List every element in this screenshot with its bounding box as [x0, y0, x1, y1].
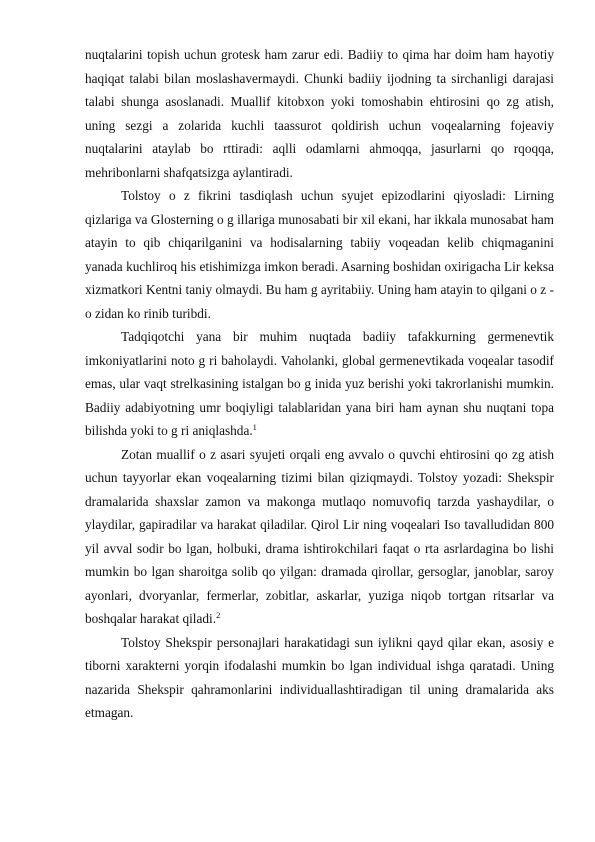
paragraph-2: [85, 184, 554, 325]
paragraph-text: nuqtalarini topish uchun grotesk ham zarur edi. Badiiy to qima har doim ham hayotiy haqiqat talabi bilan moslashavermaydi. Chunki badiiy ijodning ta sirchanligi darajasi talabi shunga asoslanadi. Muallif kitobxon yoki tomoshabin ehtirosini qo zg atish, uning sezgi a zolarida kuchli taassurot qoldirish uchun voqealarning fojeaviy nuqtalarini ataylab bo rttiradi: aqlli odamlarni ahmoqqa, jasurlarni qo rqoqqa, mehribonlarni shafqatsizga aylantiradi.: [85, 47, 554, 180]
paragraph-4: [85, 443, 554, 631]
paragraph-text: Tadqiqotchi yana bir muhim nuqtada badiiy tafakkurning germenevtik imkoniyatlarini noto g ri baholaydi. Vaholanki, global germenevtikada voqealar tasodif emas, ular vaqt strelkasining istalgan bo g inida yuz berishi yoki takrorlanishi mumkin. Badiiy adabiyotning umr boqiyligi talablaridan yana biri ham aynan shu nuqtani topa bilishda yoki to g ri aniqlashda.: [85, 329, 554, 438]
footnote-ref-1: 1: [252, 422, 257, 432]
paragraph-text: Tolstoy Shekspir personajlari harakatidagi sun iylikni qayd qilar ekan, asosiy e tiborni xarakterni yorqin ifodalashi mumkin bo lgan individual ishga qaratadi. Uning nazarida Shekspir qahramonlarini individuallashtiradigan til uning dramalarida aks etmagan.: [85, 634, 554, 720]
document-page: [85, 43, 554, 725]
paragraph-1: [85, 43, 554, 184]
paragraph-3: [85, 325, 554, 443]
paragraph-5: [85, 631, 554, 725]
paragraph-text: Tolstoy o z fikrini tasdiqlash uchun syujet epizodlarini qiyosladi: Lirning qizlariga va Glosterning o g illariga munosabati bir xil ekani, har ikkala munosabat ham atayin to qib chiqarilganini va hodisalarning tabiiy voqeadan kelib chiqmaganini yanada kuchliroq his etishimizga imkon beradi. Asarning boshidan oxirigacha Lir keksa xizmatkori Kentni taniy olmaydi. Bu ham g ayritabiiy. Uning ham atayin to qilgani o z - o zidan ko rinib turibdi.: [85, 188, 554, 321]
footnote-ref-2: 2: [216, 610, 221, 620]
paragraph-text: Zotan muallif o z asari syujeti orqali eng avvalo o quvchi ehtirosini qo zg atish uchun tayyorlar ekan voqealarning tizimi bilan qiziqmaydi. Tolstoy yozadi: Shekspir dramalarida shaxslar zamon va makonga mutlaqo nomuvofiq tarzda yashaydilar, o ylaydilar, gapiradilar va harakat qiladilar. Qirol Lir ning voqealari Iso tavalludidan 800 yil avval sodir bo lgan, holbuki, drama ishtirokchilari faqat o rta asrlardagina bo lishi mumkin bo lgan sharoitga solib qo yilgan: dramada qirollar, gersoglar, janoblar, saroy ayonlari, dvoryanlar, fermerlar, zobitlar, askarlar, yuziga niqob tortgan ritsarlar va boshqalar harakat qiladi.: [85, 446, 554, 626]
